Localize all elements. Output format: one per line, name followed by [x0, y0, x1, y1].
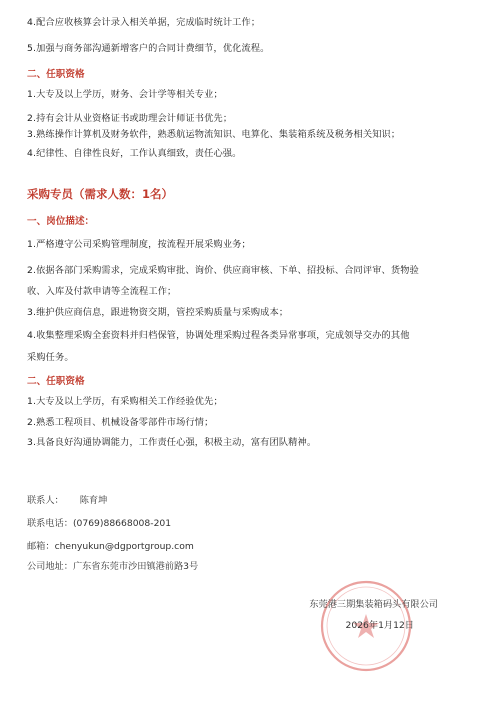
contact-phone	[27, 515, 171, 529]
purchasing-duty-2: 2.依据各部门采购需求，完成采购审批、询价、供应商审核、下单、招投标、合同评审、货物验	[27, 265, 419, 276]
purchasing-duty-3: 3.维护供应商信息，跟进物资交期，管控采购质量与采购成本；	[27, 307, 289, 318]
accounting-qualification-heading: 二、任职资格	[27, 69, 85, 80]
contact-email-label: 邮箱：	[27, 541, 55, 552]
purchasing-duty-4: 4.收集整理采购全套资料并归档保管，协调处理采购过程各类异常事项，完成领导交办的其他	[27, 330, 410, 341]
contact-person	[27, 492, 107, 506]
contact-address	[27, 558, 198, 572]
purchasing-qualification-heading: 二、任职资格	[27, 376, 85, 387]
signature-date: 2026年1月12日	[345, 620, 414, 631]
contact-email	[27, 538, 194, 552]
purchasing-duty-4-cont: 采购任务。	[27, 352, 74, 363]
accounting-qualification-4: 4.纪律性、自律性良好，工作认真细致，责任心强。	[27, 148, 242, 159]
company-signature: 东莞港三期集装箱码头有限公司	[309, 599, 438, 610]
accounting-qualification-3-visible: 3.熟练操作计算机及财务软件，熟悉航运物流知识、电算化、集装箱系统及税务相关知识；	[27, 129, 401, 140]
purchasing-qualification-3: 3.具备良好沟通协调能力，工作责任心强，积极主动，富有团队精神。	[27, 437, 317, 448]
contact-email-address[interactable]: chenyukun@dgportgroup.com	[54, 541, 194, 552]
accounting-qualification-1: 1.大专及以上学历，财务、会计学等相关专业；	[27, 89, 223, 100]
contact-phone-label: 联系电话：	[27, 518, 73, 529]
contact-address-value: 广东省东莞市沙田镇港前路3号	[72, 561, 199, 572]
purchasing-duty-1: 1.严格遵守公司采购管理制度，按流程开展采购业务；	[27, 239, 251, 250]
purchasing-duty-heading: 一、岗位描述：	[27, 216, 95, 227]
purchasing-qualification-1: 1.大专及以上学历，有采购相关工作经验优先；	[27, 396, 223, 407]
contact-phone-number[interactable]: (0769)88668008-201	[72, 518, 172, 529]
accounting-duty-5: 5.加强与商务部沟通新增客户的合同计费细节，优化流程。	[27, 43, 270, 54]
contact-person-label: 联系人：	[27, 495, 64, 506]
accounting-duty-4: 4.配合应收核算会计录入相关单据，完成临时统计工作；	[27, 17, 261, 28]
purchasing-duty-2-cont: 收、入库及付款申请等全流程工作；	[27, 286, 177, 297]
accounting-qualification-2: 2.持有会计从业资格证书或助理会计师证书优先；	[27, 113, 233, 124]
purchasing-role-title: 采购专员（需求人数：1名）	[27, 187, 174, 201]
contact-address-label: 公司地址：	[27, 561, 73, 572]
purchasing-qualification-2: 2.熟悉工程项目、机械设备零部件市场行情；	[27, 417, 214, 428]
contact-person-name: 陈育坤	[79, 495, 108, 506]
